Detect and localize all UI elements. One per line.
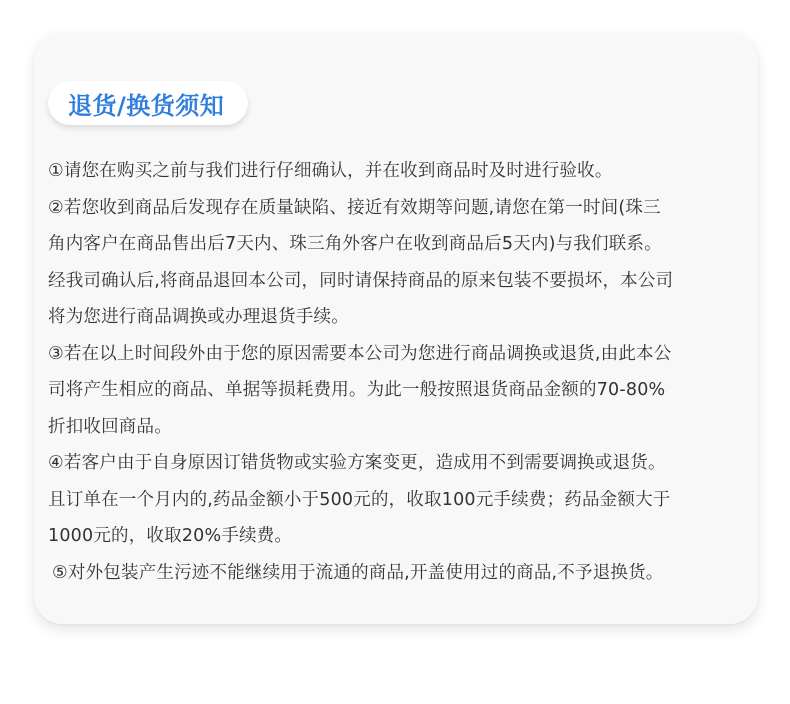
notice-line: ④若客户由于自身原因订错货物或实验方案变更，造成用不到需要调换或退货。 [48, 453, 666, 473]
title-badge [48, 81, 248, 125]
notice-line: 司将产生相应的商品、单据等损耗费用。为此一般按照退货商品金额的70-80% [48, 380, 666, 400]
page-title: 退货/换货须知 [68, 91, 225, 120]
notice-line: 角内客户在商品售出后7天内、珠三角外客户在收到商品后5天内)与我们联系。 [48, 234, 662, 254]
notice-body [48, 153, 748, 591]
notice-line: ②若您收到商品后发现存在质量缺陷、接近有效期等问题,请您在第一时间(珠三 [48, 197, 661, 218]
notice-line: ③若在以上时间段外由于您的原因需要本公司为您进行商品调换或退货,由此本公 [48, 343, 672, 364]
notice-line: 1000元的，收取20%手续费。 [48, 526, 293, 546]
notice-line: 经我司确认后,将商品退回本公司，同时请保持商品的原来包装不要损坏，本公司 [48, 270, 674, 291]
notice-line: 将为您进行商品调换或办理退货手续。 [48, 307, 349, 327]
notice-line: ①请您在购买之前与我们进行仔细确认，并在收到商品时及时进行验收。 [48, 161, 613, 181]
notice-line: 且订单在一个月内的,药品金额小于500元的，收取100元手续费；药品金额大于 [48, 489, 671, 510]
notice-line: ⑤对外包装产生污迹不能继续用于流通的商品,开盖使用过的商品,不予退换货。 [52, 562, 664, 583]
notice-line: 折扣收回商品。 [48, 416, 172, 437]
